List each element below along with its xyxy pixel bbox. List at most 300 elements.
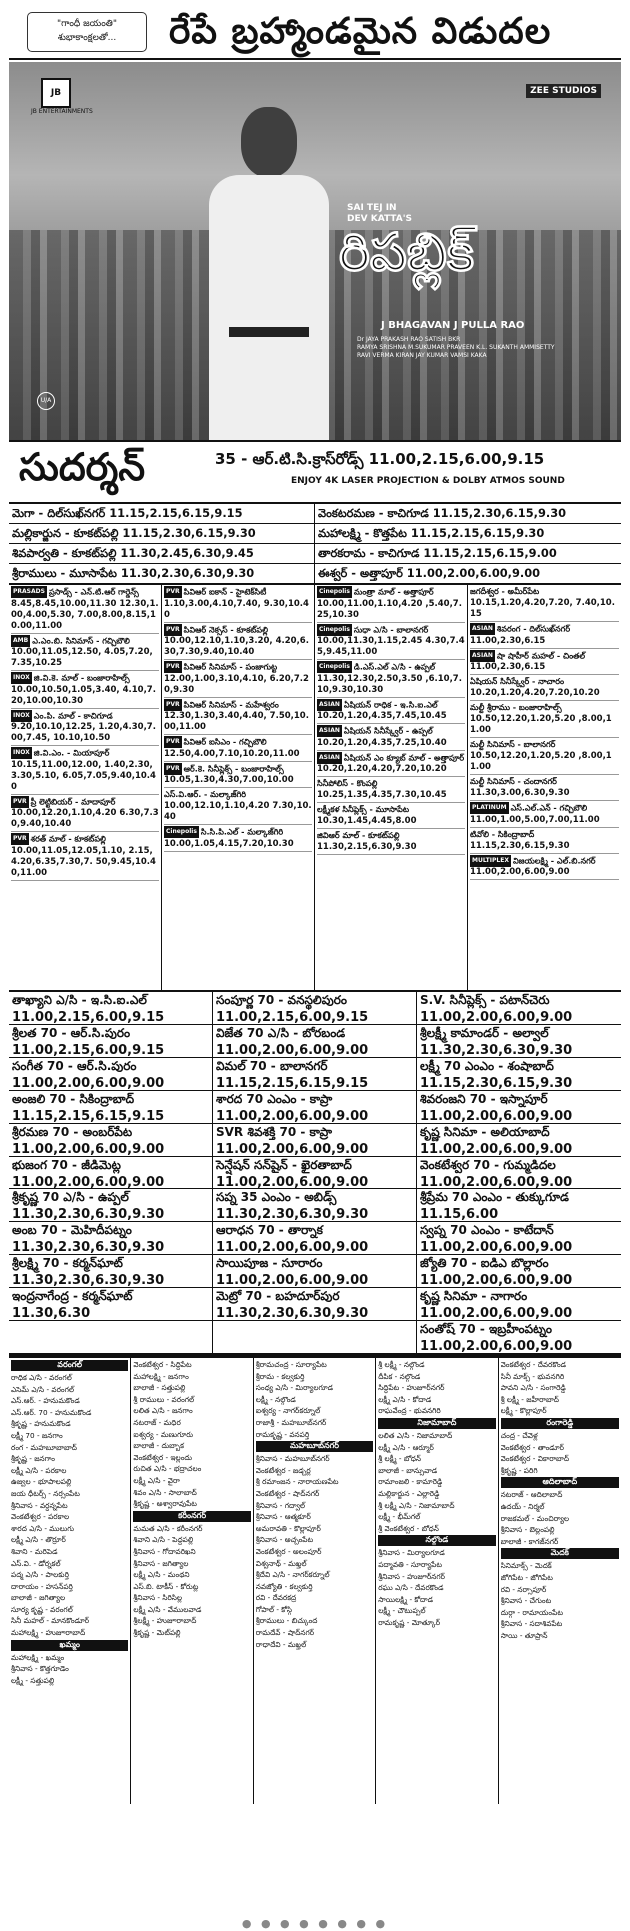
chain-logo: PVR: [11, 796, 29, 808]
multiplex-label: పివిఆర్ నెక్సస్ - కూకట్‌పల్లి: [183, 625, 268, 634]
screen-entry: [417, 1189, 621, 1222]
screen-name: SVR శివశక్తి 70 - కాప్రా: [216, 1124, 332, 1139]
chain-logo: MULTIPLEX: [470, 855, 511, 867]
multiplex-entry: [470, 676, 619, 701]
multiplex-label: జివిఆర్ మాల్ - కూకట్‌పల్లి: [317, 831, 400, 840]
screen-entry: [9, 1255, 213, 1288]
district-entry: ఐశ్వర్య - మణుగూరు: [133, 1429, 194, 1439]
multiplex-label: జి.వి.కె. మాల్ - బంజారాహిల్స్: [33, 673, 130, 683]
screen-entry: [417, 1058, 621, 1091]
screen-times: 11.00,2.00,6.00,9.00: [216, 1240, 369, 1256]
district-column: [376, 1358, 498, 1804]
screen-times: 11.00,2.00,6.00,9.00: [216, 1174, 369, 1190]
chain-logo: INOX: [11, 672, 32, 684]
multiplex-name: [164, 624, 312, 637]
theatre-entry: మెగా - దిల్‌సుఖ్‌నగర్ 11.15,2.15,6.15,9.15: [9, 504, 315, 524]
screen-times: 11.00,2.00,6.00,9.00: [420, 1240, 573, 1256]
district-entry: రవి - దేవరకద్ర: [255, 1593, 297, 1603]
district-entry: జోగిపేట - జోగిపేట: [500, 1572, 553, 1582]
multiplex-label: శరత్ మాల్ - కూకట్‌పల్లి: [30, 834, 106, 844]
screen-name: శ్రీప్రేమ 70 ఎంఎం - తుక్కుగూడ: [420, 1190, 569, 1205]
district-entry: రామకృష్ణ - వనపర్తి: [255, 1429, 310, 1439]
district-entry: రాఘవేంద్ర - భువనగిరి: [378, 1406, 441, 1416]
district-entry: శ్రీ లక్ష్మీ ఎ/సి - నిజామాబాద్: [378, 1500, 455, 1510]
district-entry: మహాలక్ష్మి - ఖమ్మం: [11, 1652, 65, 1662]
chain-logo: ASIAN: [470, 650, 495, 662]
district-entry: శ్రీలక్ష్మీ - హుజూరాబాద్: [133, 1616, 197, 1626]
multiplex-entry: [470, 829, 619, 854]
multiplex-name: [11, 747, 159, 760]
multiplex-entry: [470, 776, 619, 801]
district-entry: లక్ష్మీ ఎ/సి - తొర్రూర్: [11, 1535, 66, 1545]
screen-entry: [9, 1288, 213, 1321]
district-entry: బాలాజీ - దుబ్బాక: [133, 1441, 184, 1451]
multiplex-entry: [11, 747, 159, 795]
district-heading: కరీంనగర్: [133, 1511, 250, 1522]
screen-entry: [213, 1058, 417, 1091]
district-entry: శ్రీనివాస - గద్వాల్: [255, 1500, 306, 1510]
chain-logo: INOX: [11, 710, 32, 722]
screen-times: 11.00,2.00,6.00,9.00: [216, 1108, 369, 1124]
multiplex-entry: [317, 752, 465, 778]
district-entry: మహాలక్ష్మి - హుజూరాబాద్: [11, 1628, 86, 1638]
multiplex-label: ఏషియన్ రాధిక - ఇ.సి.ఐ.ఎల్: [343, 700, 438, 709]
district-column: [499, 1358, 621, 1804]
district-entry: నవజ్యోతి - కల్వకుర్తి: [255, 1581, 313, 1591]
multiplex-label: డి.ఎస్.ఎల్ ఎ/సి - ఉప్పల్: [353, 662, 436, 672]
screen-name: కృష్ణ సినిమా - నాగారం: [420, 1289, 528, 1304]
multiplex-times: 1.10,3.00,4.10,7.40, 9.30,10.40: [164, 598, 309, 620]
multiplex-name: [11, 586, 159, 599]
multiplex-label: సి.సి.పి.ఎల్ - మల్కాజ్‌గిరి: [200, 827, 284, 837]
screen-name: శారద 70 ఎంఎం - కాప్రా: [216, 1091, 333, 1106]
screen-times: 11.00,2.00,6.00,9.00: [420, 1339, 573, 1354]
screen-entry: [9, 1058, 213, 1091]
multiplex-label: లక్ష్మీకళ సినీప్లెక్స్ - మూసాపేట: [317, 805, 410, 814]
district-heading: వరంగల్: [11, 1360, 128, 1371]
district-entry: శ్రీనివాస - ఆత్మకూర్: [255, 1512, 311, 1522]
chain-logo: PVR: [164, 661, 182, 673]
multiplex-name: [470, 802, 619, 815]
district-entry: పద్మావతి - సూర్యాపేట: [378, 1559, 442, 1569]
district-entry: శ్రీ వెంకటేశ్వర - బోధన్: [378, 1523, 439, 1533]
district-entry: శ్రీరామచంద్ర - సూర్యాపేట: [255, 1360, 327, 1369]
screen-name: జ్యోతి 70 - ఐడిఎ బొల్లారం: [420, 1256, 549, 1271]
screen-name: అంబ 70 - మెహిదీపట్నం: [12, 1223, 132, 1238]
star-line2: DEV KATTA'S: [347, 214, 412, 224]
screen-times: 11.00,2.00,6.00,9.00: [12, 1075, 165, 1091]
multiplex-name: [470, 776, 619, 788]
screen-times: 11.15,2.30,6.15,9.30: [420, 1075, 573, 1091]
screen-entry: [213, 1321, 417, 1354]
multiplex-times: 10.00,12.20,1.10,4.20 6.30,7.30,9.40,10.40: [11, 808, 159, 829]
multiplex-entry: [470, 855, 619, 881]
screen-name: కృష్ణ సినిమా - అలియాబాద్: [420, 1124, 550, 1139]
multiplex-entry: [470, 586, 619, 622]
chain-logo: Cinepolis: [317, 586, 352, 598]
screen-name: శ్రీలక్ష్మి 70 - కర్మన్‌ఘాట్: [12, 1256, 123, 1271]
screen-entry: [9, 992, 213, 1025]
multiplex-name: [164, 586, 312, 599]
greeting-line2: శుభాకాంక్షలతో...: [57, 33, 117, 43]
district-entry: లక్ష్మీ ఎ/సి - ఆర్మూర్: [378, 1442, 434, 1452]
multiplex-label: పివిఆర్ సినిమాస్ - మహేశ్వరం: [183, 700, 279, 709]
district-entry: శ్రీ లక్ష్మీ - బోధన్: [378, 1454, 422, 1464]
multiplex-times: 12.50,4.00,7.10,10.20,11.00: [164, 748, 300, 759]
district-entry: శ్రీనివాస - మహబూబ్‌నగర్: [255, 1454, 330, 1464]
district-heading: మెదక్: [501, 1548, 619, 1559]
screen-entry: [417, 992, 621, 1025]
district-column: [9, 1358, 131, 1804]
multiplex-label: ప్రసాడ్స్ - ఎన్.టి.ఆర్ గార్డెన్స్: [48, 587, 139, 597]
multiplex-label: టివోలి - సికింద్రాబాద్: [470, 829, 535, 839]
screen-name: స్వప్న 70 ఎంఎం - కాటేదాన్: [420, 1223, 554, 1238]
district-entry: లక్ష్మీ 70 - జనగాం: [11, 1430, 63, 1440]
screen-name: సంగీత 70 - ఆర్.సి.పురం: [12, 1058, 137, 1073]
theatre-entry: శివపార్వతి - కూకట్‌పల్లి 11.30,2.45,6.30,9.45: [9, 544, 315, 564]
district-entry: బాలాజీ - బాన్సువాడ: [378, 1465, 438, 1475]
multiplex-name: [317, 725, 465, 738]
multiplex-label: సినీపోలిస్ - కొంపల్లి: [317, 779, 378, 788]
district-entry: ఎస్.ఆర్. 70 - హనుమకొండ: [11, 1407, 92, 1417]
producers: J BHAGAVAN J PULLA RAO: [381, 320, 525, 331]
screen-times: 11.15,6.00: [420, 1207, 499, 1223]
main-theatre-shows: 35 - ఆర్.టి.సి.క్రాస్‌రోడ్స్ 11.00,2.15,6.00,9.15: [215, 450, 545, 468]
district-entry: శ్రీ రాములు - వరంగల్: [133, 1394, 195, 1404]
district-entry: వెంకటేశ్వర - సిద్దిపేట: [133, 1360, 192, 1369]
multiplex-label: ఎస్.ఎల్.ఎన్ - గచ్చిబౌలి: [510, 803, 588, 813]
multiplex-times: 10.20,1.20,4.20,7.20,10.20: [317, 764, 447, 774]
chain-logo: PVR: [164, 699, 182, 711]
screen-entry: [213, 1255, 417, 1288]
star-line1: SAI TEJ IN: [347, 203, 397, 213]
screen-times: 11.30,2.30,6.30,9.30: [12, 1273, 165, 1289]
screen-entry: [9, 1091, 213, 1124]
screen-name: సెన్షేషన్ సన్‌షైన్ - ఖైరతాబాద్: [216, 1157, 352, 1172]
production-logo-caption: JB ENTERTAINMENTS: [31, 108, 93, 115]
greeting-line1: "గాంధీ జయంతి": [56, 19, 117, 29]
district-entry: వెంకటేశ్వర - దేవరకొండ: [500, 1360, 567, 1369]
district-entry: ఎస్.బి. టాకీస్ - కోరుట్ల: [133, 1581, 199, 1591]
multiplex-entry: [317, 778, 465, 803]
district-entry: శ్రీకృష్ణ - మెట్‌పల్లి: [133, 1628, 181, 1638]
screen-times: 11.30,2.30,6.30,9.30: [216, 1207, 369, 1223]
multiplex-label: ఏషియన్ సినీస్క్వేర్ - నాచారం: [470, 677, 565, 686]
movie-poster: [9, 62, 621, 442]
registration-marks: ● ● ● ● ● ● ● ●: [241, 1917, 389, 1930]
screen-name: S.V. సినీప్లెక్స్ - పటాన్‌చెరు: [420, 993, 550, 1007]
chain-logo: INOX: [11, 747, 32, 759]
multiplex-entry: [11, 635, 159, 672]
screen-times: 11.00,2.00,6.00,9.00: [12, 1141, 165, 1157]
district-entry: శివాని - మరిపెడ: [11, 1546, 58, 1556]
screen-name: ఇంద్రనాగేంద్ర - కర్మన్‌ఘాట్: [12, 1289, 133, 1304]
multiplex-column: [468, 585, 621, 990]
district-entry: లక్ష్మీ ఎ/సి - కోదాడ: [378, 1394, 432, 1404]
screen-entry: [213, 1091, 417, 1124]
multiplex-times: 10.00,12.10,1.10,3.20, 4.20,6.30,7.30,9.40,10.40: [164, 636, 309, 657]
district-entry: వెంకటేశ్వర - తాండూర్: [500, 1442, 564, 1452]
multiplex-entry: [11, 710, 159, 747]
district-entry: శ్రీనివాస - మిర్యాలగూడ: [378, 1548, 445, 1558]
district-entry: వెంకటేశ్వర - ఇల్లందు: [133, 1452, 193, 1462]
district-entry: శ్రీనివాస - గోదావరిఖని: [133, 1546, 196, 1556]
screen-name: లక్ష్మీ 70 ఎంఎం - శంషాబాద్: [420, 1058, 554, 1073]
multiplex-name: [470, 586, 619, 598]
multiplex-entry: [317, 624, 465, 661]
screen-entry: [9, 1124, 213, 1157]
district-entry: శ్రీనివాస - జగిత్యాల: [133, 1558, 189, 1568]
multiplex-label: ఏషియన్ సినీస్క్వేర్ - ఉప్పల్: [343, 726, 433, 736]
district-entry: మమత ఎ/సి - కరీంనగర్: [133, 1523, 203, 1533]
district-entry: శారద ఎ/సి - ములుగు: [11, 1523, 74, 1533]
district-entry: లలిత ఎ/సి - నిజామాబాద్: [378, 1430, 453, 1440]
district-entry: శ్రీనివాస - సదాశివపేట: [500, 1619, 563, 1629]
multiplex-label: మల్టీ సినిమాస్ - బాలానగర్: [470, 740, 556, 749]
multiplex-times: 11.00,2.30,6.15: [470, 662, 546, 672]
multiplex-label: జగదీశ్వర - అమీర్‌పేట: [470, 587, 540, 596]
district-entry: శ్రీనివాస - వర్ధన్నపేట: [11, 1500, 68, 1510]
chain-logo: PLATINUM: [470, 802, 509, 814]
multiplex-name: [470, 739, 619, 751]
district-entry: రాధాదేవి - మఖ్తల్: [255, 1639, 307, 1649]
district-entry: శ్రీకృష్ణ - జనగాం: [11, 1454, 56, 1464]
district-entry: రఘు ఎ/సి - దేవరకొండ: [378, 1583, 444, 1593]
screen-entry: [417, 1025, 621, 1058]
multiplex-label: మల్టీ శ్రీరాము - బంజారాహిల్స్: [470, 703, 562, 712]
chain-logo: PRASADS: [11, 586, 47, 598]
multiplex-entry: [470, 650, 619, 676]
actor-figure: [199, 97, 339, 440]
screen-name: సాయిపూజ - సూరారం: [216, 1256, 323, 1271]
district-entry: శ్రీ లక్ష్మీ - నల్గొండ: [378, 1360, 425, 1369]
district-entry: లక్ష్మీ ఎ/సి - వేములవాడ: [133, 1604, 202, 1614]
multiplex-name: [317, 624, 465, 637]
multiplex-entry: [164, 789, 312, 825]
screen-entry: [9, 1222, 213, 1255]
district-entry: శ్రీనివాస - సిరిసిల్ల: [133, 1593, 183, 1603]
district-entry: లక్ష్మీ - కొల్లాపూర్: [500, 1406, 547, 1416]
multiplex-times: 11.15,2.30,6.15,9.30: [470, 840, 570, 851]
screen-times: 11.30,2.30,6.30,9.30: [420, 1042, 573, 1058]
screen-times: 11.00,2.00,6.00,9.00: [216, 1273, 369, 1289]
chain-logo: PVR: [11, 833, 29, 845]
screen-name: శ్రీలక్ష్మీ కామాండర్ - అల్వాల్: [420, 1025, 549, 1040]
screen-name: సప్న 35 ఎంఎం - అబిడ్స్: [216, 1190, 337, 1205]
district-entry: మహాలక్ష్మి - జనగాం: [133, 1371, 189, 1381]
district-entry: శ్రీ లక్ష్మీ - జహీరాబాద్: [500, 1394, 559, 1404]
screen-entry: [417, 1124, 621, 1157]
district-entry: పావని ఎ/సి - సంగారెడ్డి: [500, 1383, 566, 1393]
screen-entry: [213, 1189, 417, 1222]
multiplex-label: విజయలక్ష్మి - ఎల్.బి.నగర్: [512, 856, 596, 865]
multiplex-name: [164, 789, 312, 801]
district-entry: లక్ష్మీ - నల్గొండ: [255, 1394, 296, 1404]
multiplex-entry: [164, 586, 312, 623]
screen-entry: [213, 992, 417, 1025]
credits-line: RAVI VERMA KIRAN JAY KUMAR VAMSI KAKA: [357, 352, 487, 359]
district-entry: రాధిక ఎ/సి - వరంగల్: [11, 1373, 72, 1382]
district-entry: లక్ష్మీ ఎ/సి - వైరా: [133, 1475, 180, 1485]
district-entry: శివాని ఎ/సి - పెద్దపల్లి: [133, 1535, 194, 1545]
multiplex-times: 10.00,11.30,1.15,2.45 4.30,7.45,9.45,11.00: [317, 636, 465, 657]
screen-name: మెట్రో 70 - బహదూర్‌పుర: [216, 1289, 340, 1304]
theatre-entry: వెంకటరమణ - కాచిగూడ 11.15,2.30,6.15,9.30: [315, 504, 621, 524]
multiplex-times: 9.20,10.10,12.25, 1.20,4.30,7.00,7.45, 10.10,10.50: [11, 722, 156, 743]
multiplex-times: 10.50,12.20,1.20,5.20 ,8.00,11.00: [470, 714, 612, 735]
district-entry: ఐశ్వర్య - నాగర్‌కర్నూల్: [255, 1406, 321, 1416]
screen-name: శివరంజని 70 - ఇస్నాపూర్: [420, 1091, 548, 1106]
screen-entry: [213, 1025, 417, 1058]
district-entry: సిద్ధిపేట - హుజూర్‌నగర్: [378, 1383, 445, 1393]
theatre-entry: మహాలక్ష్మి - కొత్తపేట 11.15,2.15,6.15,9.30: [315, 524, 621, 544]
multiplex-label: ఎం.పి. మాల్ - కాచిగూడ: [33, 711, 113, 720]
multiplex-name: [317, 804, 465, 816]
screen-entry: [9, 1189, 213, 1222]
multiplex-entry: [317, 725, 465, 751]
multiplex-label: ప్రీ లెట్టిబియర్ - మాదాపూర్: [30, 797, 116, 806]
screen-times: 11.30,2.30,6.30,9.30: [12, 1240, 165, 1256]
multiplex-name: [317, 752, 465, 765]
district-entry: శ్రీ రమాంజన - నారాయణపేట: [255, 1477, 339, 1487]
screen-entry: [9, 1025, 213, 1058]
multiplex-name: [11, 833, 159, 846]
district-entry: దీపిక - నల్గొండ: [378, 1371, 421, 1381]
multiplex-entry: [470, 739, 619, 775]
chain-logo: PVR: [164, 624, 182, 636]
multiplex-label: ఆర్.కె. సినీప్లెక్స్ - బంజారాహిల్స్: [183, 764, 284, 773]
single-theatre-rows: [9, 504, 621, 585]
multiplex-name: [470, 650, 619, 663]
district-entry: రంగ - మహబూబాబాద్: [11, 1442, 77, 1452]
multiplex-times: 10.05,1.30,4.30,7.00,10.00: [164, 775, 294, 785]
multiplex-times: 10.50,12.20,1.20,5.20 ,8.00,11.00: [470, 751, 612, 772]
multiplex-label: మంత్రా మాల్ - అత్తాపూర్: [353, 587, 434, 597]
district-entry: శ్రీనివాస - హుజూర్‌నగర్: [378, 1571, 446, 1581]
district-entry: సినీ మాక్స్ - భువనగిరి: [500, 1371, 565, 1381]
screen-name: తాఖ్యాని ఎ/సి - ఇ.సి.ఐ.ఎల్: [12, 993, 147, 1007]
release-tagline: రేపే బ్రహ్మాండమైన విడుదల: [169, 10, 552, 52]
chain-logo: AMB: [11, 635, 30, 647]
district-entry: సినీ మహల్ - మానకొండూర్: [11, 1616, 90, 1626]
chain-logo: ASIAN: [317, 699, 342, 711]
multiplex-label: ఎస్.వి.ఆర్. - మల్కాజ్‌గిరి: [164, 790, 247, 799]
district-entry: దారాయం - హసన్‌పర్తి: [11, 1581, 73, 1591]
multiplex-name: [164, 826, 312, 839]
main-theatre: [9, 442, 621, 504]
screen-name: ఆరాధన 70 - తార్నాక: [216, 1223, 323, 1238]
theatre-entry: తారకరామ - కాచిగూడ 11.15,2.15,6.15,9.00: [315, 544, 621, 564]
multiplex-label: ఏషియన్ ఎం క్యూబ్ మాల్ - అత్తాపూర్: [343, 753, 465, 762]
chain-logo: ASIAN: [317, 725, 342, 737]
screen-times: 11.00,2.00,6.00,9.00: [420, 1141, 573, 1157]
screen-times: 11.00,2.00,6.00,9.00: [420, 1010, 573, 1025]
district-entry: అమరావతి - కొల్లాపూర్: [255, 1523, 321, 1533]
multiplex-label: మల్టీ సినిమాస్ - చందానగర్: [470, 777, 557, 786]
chain-logo: PVR: [164, 586, 182, 598]
district-entry: శ్రీకృష్ణ - పరిగి: [500, 1465, 538, 1475]
district-entry: శ్రీనివాస - కొత్తగూడెం: [11, 1664, 69, 1674]
multiplex-name: [11, 796, 159, 809]
movie-title: రిపబ్లిక్: [339, 222, 475, 283]
district-entry: రామకృష్ణ - మోత్కూర్: [378, 1617, 441, 1627]
screen-name: శ్రీలత 70 - ఆర్.సి.పురం: [12, 1025, 131, 1040]
multiplex-times: 12.30,1.30,3.40,4.40, 7.50,10.00,11.00: [164, 711, 309, 732]
multiplex-name: [470, 702, 619, 714]
chain-logo: Cinepolis: [317, 661, 352, 673]
district-entry: సూర్య కృష్ణ - వరంగల్: [11, 1604, 73, 1614]
multiplex-entry: [164, 763, 312, 789]
multiplex-entry: [164, 661, 312, 698]
screen-times: 11.30,6.30: [12, 1306, 91, 1322]
multiplex-times: 10.30,1.45,4.45,8.00: [317, 816, 417, 826]
screen-name: శ్రీరమణ 70 - అంబర్‌పేట: [12, 1124, 133, 1139]
district-entry: ఎసెమ్ ఎ/సి - వరంగల్: [11, 1384, 75, 1394]
district-entry: వెంకటేశ్వర - షాద్‌నగర్: [255, 1488, 320, 1498]
district-entry: సంధ్య ఎ/సి - మిర్యాలగూడ: [255, 1383, 334, 1393]
multiplex-times: 12.00,1.00,3.10,4.10, 6.20,7.20,9.30: [164, 673, 309, 695]
district-entry: ఉజ్వల - భూపాలపల్లి: [11, 1477, 72, 1487]
screen-name: వెంకటేశ్వర 70 - గుమ్మడిదల: [420, 1157, 556, 1172]
district-entry: బాలాజీ - కాగజ్‌నగర్: [500, 1536, 559, 1546]
multiplex-entry: [164, 624, 312, 661]
screen-times: 11.15,2.15,6.15,9.15: [216, 1075, 369, 1091]
multiplex-times: 10.15,1.20,4.20,7.20, 7.40,10.15: [470, 598, 615, 619]
multiplex-name: [11, 635, 159, 648]
multiplex-name: [164, 699, 312, 712]
district-entry: శ్రీనివాస - బెల్లంపల్లి: [500, 1525, 555, 1535]
multiplex-times: 11.30,3.00,6.30,9.30: [470, 788, 570, 798]
screen-entry: [417, 1288, 621, 1321]
screen-entry: [417, 1222, 621, 1255]
multiplex-entry: [11, 586, 159, 634]
district-entry: విశ్వనాథ్ - మఖ్తల్: [255, 1558, 307, 1568]
multiplex-entry: [11, 672, 159, 709]
multiplex-name: [470, 829, 619, 841]
multiplex-entry: [317, 830, 465, 855]
multiplex-times: 10.00,10.50,1.05,3.40, 4.10,7.20,10.00,10.30: [11, 684, 156, 706]
screen-name: అంజలి 70 - సికింద్రాబాద్: [12, 1091, 135, 1106]
district-entry: మల్లికార్జున - ఎల్లారెడ్డి: [378, 1488, 440, 1498]
theatre-entry: శ్రీరాములు - మూసాపేట 11.30,2.30,6.30,9.30: [9, 564, 315, 584]
screen-entry: [417, 1157, 621, 1190]
district-heading: ఖమ్మం: [11, 1640, 128, 1651]
district-entry: ఎస్.ఆర్. - హనుమకొండ: [11, 1396, 80, 1406]
multiplex-entry: [470, 802, 619, 828]
screen-name: శ్రీకృష్ణ 70 ఎ/సి - ఉప్పల్: [12, 1190, 129, 1205]
multiplex-name: [11, 672, 159, 685]
district-entry: ఎస్.వి. - డోర్నకల్: [11, 1558, 61, 1568]
multiplex-entry: [470, 702, 619, 738]
multiplex-name: [317, 778, 465, 790]
chain-logo: PVR: [164, 736, 182, 748]
multiplex-name: [164, 661, 312, 674]
district-entry: శివం ఎ/సి - సాలాబాద్: [133, 1487, 197, 1497]
screen-times: 11.00,2.15,6.00,9.15: [12, 1042, 165, 1058]
district-entry: వెంకటేశ్వర - అలంపూర్: [255, 1546, 322, 1556]
screen-entry: [9, 1321, 213, 1354]
screen-times: 11.00,2.00,6.00,9.00: [420, 1108, 573, 1124]
multiplex-entry: [11, 796, 159, 833]
multiplex-times: 10.00,1.05,4.15,7.20,10.30: [164, 838, 294, 849]
screen-entry: [213, 1124, 417, 1157]
multiplex-entry: [164, 699, 312, 736]
district-entry: వెంకటేశ్వర - జడ్చర్ల: [255, 1465, 311, 1475]
main-theatre-note: ENJOY 4K LASER PROJECTION & DOLBY ATMOS SOUND: [291, 476, 565, 486]
district-entry: సాయిలక్ష్మి - కోదాడ: [378, 1594, 434, 1604]
multiplex-column: [315, 585, 468, 990]
multiplex-name: [470, 676, 619, 688]
